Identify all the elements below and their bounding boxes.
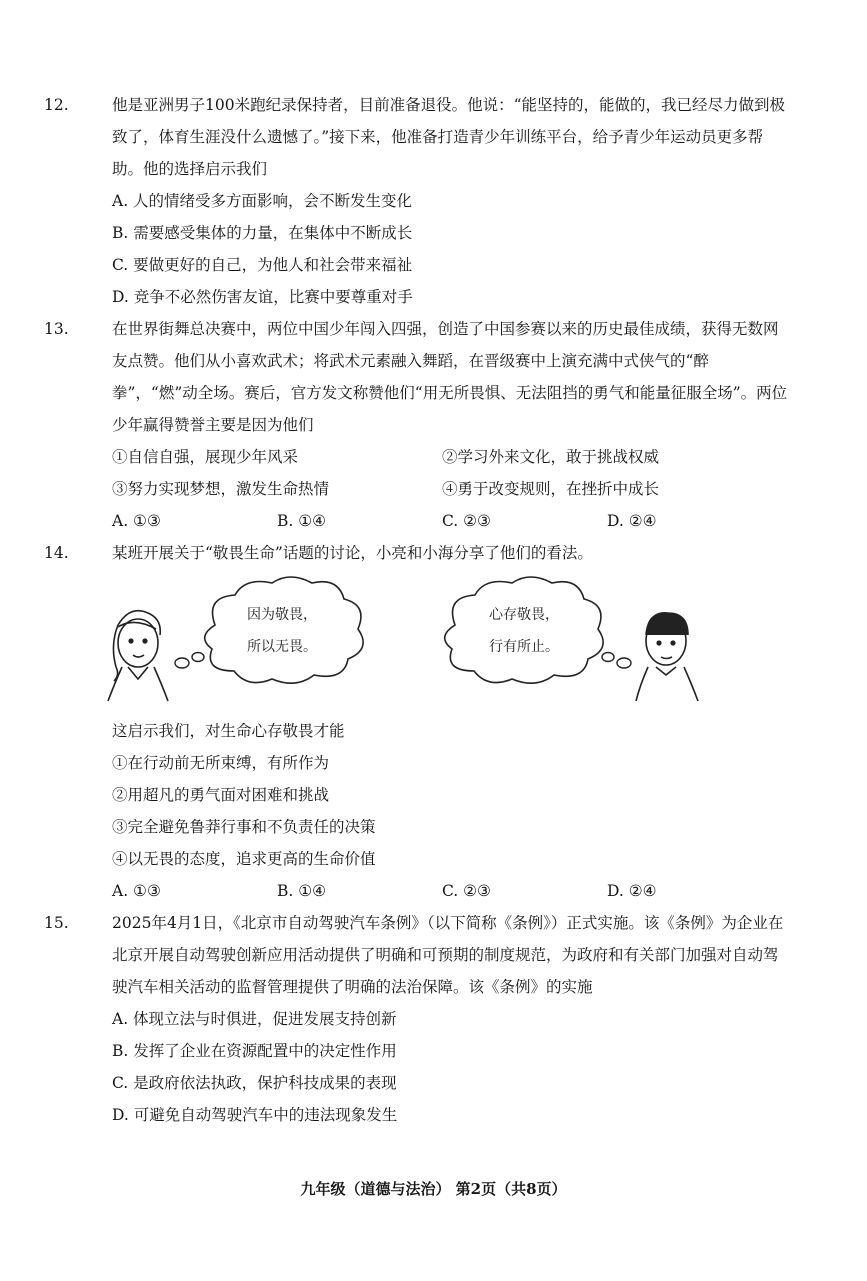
question-13-items-row-2 [78, 473, 790, 505]
question-14-item-4: ④以无畏的态度，追求更高的生命价值 [112, 850, 376, 868]
question-15-option-a[interactable]: A. 体现立法与时俱进，促进发展支持创新 [112, 1010, 397, 1028]
question-13-choices [78, 505, 790, 537]
girl-thought-dots [175, 653, 204, 669]
question-13-items-row-1 [78, 441, 790, 473]
question-14-item-2: ②用超凡的勇气面对困难和挑战 [112, 786, 330, 804]
question-14-illustration [100, 575, 720, 715]
left-thought-bubble [205, 577, 363, 683]
question-14-choices [78, 875, 790, 907]
page-footer: 九年级（道德与法治） 第2页（共8页） [300, 1180, 567, 1198]
question-13-item-3: ③努力实现梦想，激发生命热情 [112, 480, 330, 498]
question-15-stem: 15. 2025年4月1日，《北京市自动驾驶汽车条例》（以下简称《条例》）正式实施。该《条例》为企业在北京开展自动驾驶创新应用活动提供了明确和可预期的制度规范，为政府和有关部门加强对自动驾驶汽车相关活动的监督管理提供了明确的法治保障。该《条例》的实施 [44, 914, 784, 996]
question-14-body [78, 715, 790, 907]
question-14-choice-d[interactable]: D. ②④ [607, 882, 657, 900]
question-12-option-c[interactable]: C. 要做更好的自己，为他人和社会带来福祉 [112, 256, 413, 274]
left-bubble-line-1: 因为敬畏， [247, 607, 317, 623]
question-13-item-4: ④勇于改变规则，在挫折中成长 [442, 480, 660, 498]
question-12-option-b[interactable]: B. 需要感受集体的力量，在集体中不断成长 [112, 224, 413, 242]
right-bubble-line-1: 心存敬畏， [489, 607, 559, 623]
question-15-option-c[interactable]: C. 是政府依法执政，保护科技成果的表现 [112, 1074, 397, 1092]
question-14-item-3: ③完全避免鲁莽行事和不负责任的决策 [112, 818, 376, 836]
question-12-option-a[interactable]: A. 人的情绪受多方面影响，会不断发生变化 [112, 192, 413, 210]
question-14-stem: 14. 某班开展关于“敬畏生命”话题的讨论，小亮和小海分享了他们的看法。 [44, 544, 593, 562]
question-14-item-1: ①在行动前无所束缚，有所作为 [112, 754, 330, 772]
question-12 [44, 89, 790, 313]
question-14-choice-c[interactable]: C. ②③ [442, 882, 491, 900]
right-thought-bubble [445, 577, 603, 683]
question-13-item-1: ①自信自强，展现少年风采 [112, 448, 299, 466]
right-bubble-line-2: 行有所止。 [489, 639, 559, 655]
question-13 [44, 313, 790, 537]
question-14 [44, 537, 790, 569]
question-15-option-b[interactable]: B. 发挥了企业在资源配置中的决定性作用 [112, 1042, 397, 1060]
question-15-option-d[interactable]: D. 可避免自动驾驶汽车中的违法现象发生 [112, 1106, 398, 1124]
question-13-choice-b[interactable]: B. ①④ [277, 512, 327, 530]
girl-figure [108, 611, 168, 701]
question-13-choice-d[interactable]: D. ②④ [607, 512, 657, 530]
question-15 [44, 907, 790, 1131]
boy-figure [636, 613, 698, 701]
question-14-choice-b[interactable]: B. ①④ [277, 882, 327, 900]
left-bubble-line-2: 所以无畏。 [247, 639, 317, 655]
boy-thought-dots [602, 653, 631, 669]
question-13-choice-a[interactable]: A. ①③ [112, 512, 161, 530]
question-14-choice-a[interactable]: A. ①③ [112, 882, 161, 900]
question-12-option-d[interactable]: D. 竞争不必然伤害友谊，比赛中要尊重对手 [112, 288, 413, 306]
question-13-choice-c[interactable]: C. ②③ [442, 512, 491, 530]
question-13-item-2: ②学习外来文化，敢于挑战权威 [442, 448, 660, 466]
question-14-lead: 这启示我们，对生命心存敬畏才能 [112, 722, 345, 740]
question-13-stem: 13. 在世界街舞总决赛中，两位中国少年闯入四强，创造了中国参赛以来的历史最佳成绩，获得无数网友点赞。他们从小喜欢武术；将武术元素融入舞蹈，在晋级赛中上演充满中式侠气的“醉拳”，“燃”动全场。赛后，官方发文称赞他们“用无所畏惧、无法阻挡的勇气和能量征服全场”。两位少年赢得赞誉主要是因为他们 [44, 320, 788, 434]
question-12-stem: 12. 他是亚洲男子100米跑纪录保持者，目前准备退役。他说：“能坚持的，能做的，我已经尽力做到极致了，体育生涯没什么遗憾了。”接下来，他准备打造青少年训练平台，给予青少年运动员更多帮助。他的选择启示我们 [44, 96, 786, 178]
